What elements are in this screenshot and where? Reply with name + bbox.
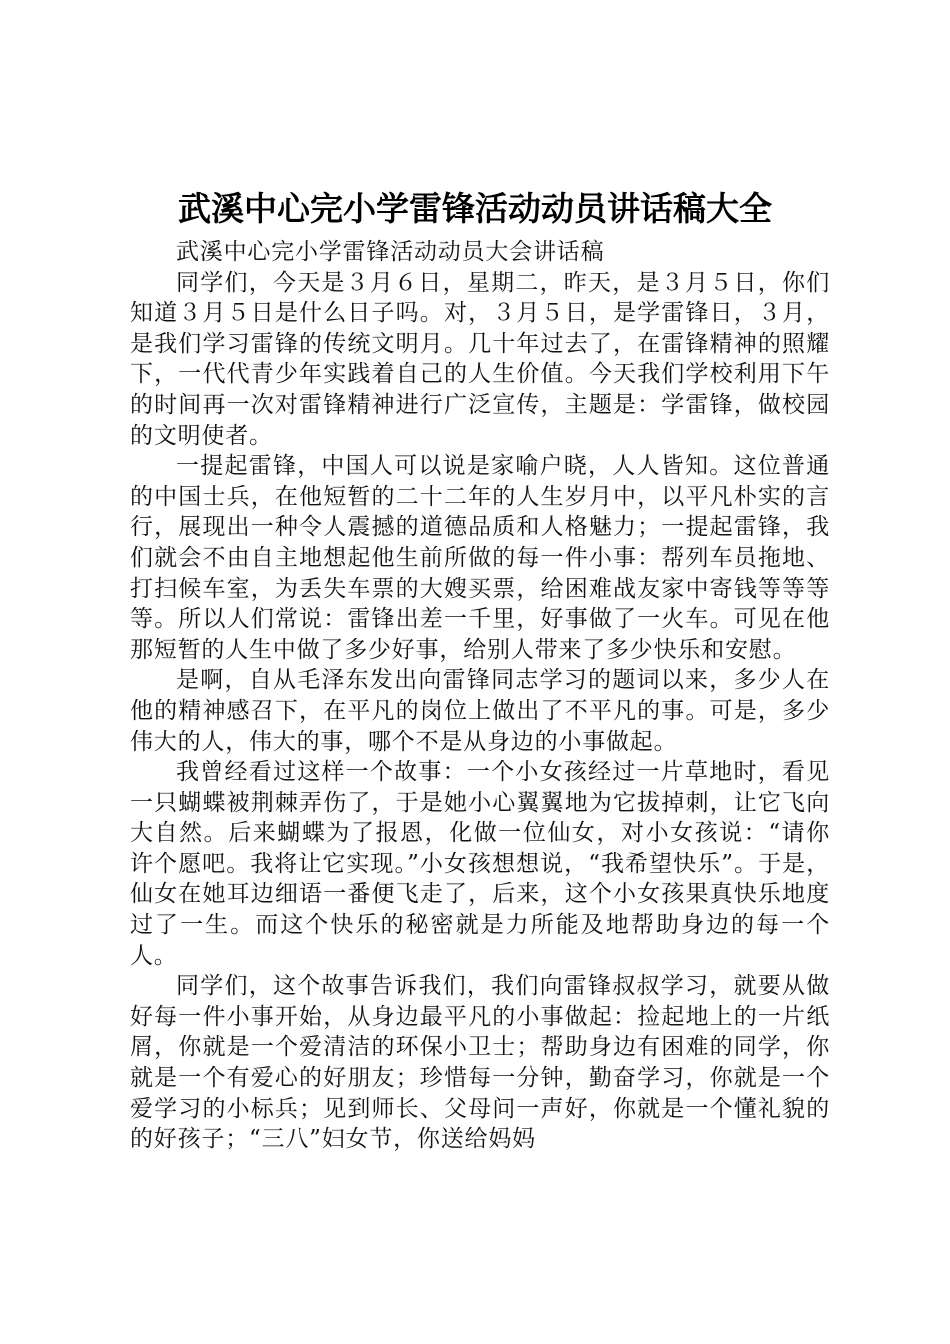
paragraph: 是啊，自从毛泽东发出向雷锋同志学习的题词以来，多少人在他的精神感召下，在平凡的岗位上做出了不平凡的事。可是，多少伟大的人，伟大的事，哪个不是从身边的小事做起。 bbox=[130, 667, 830, 755]
paragraph: 同学们，这个故事告诉我们，我们向雷锋叔叔学习，就要从做好每一件小事开始，从身边最平凡的小事做起：捡起地上的一片纸屑，你就是一个爱清洁的环保小卫士；帮助身边有困难的同学，你就是一个有爱心的好朋友；珍惜每一分钟，勤奋学习，你就是一个爱学习的小标兵；见到师长、父母问一声好，你就是一个懂礼貌的的好孩子；“三八”妇女节，你送给妈妈 bbox=[130, 973, 830, 1153]
paragraph: 一提起雷锋，中国人可以说是家喻户晓，人人皆知。这位普通的中国士兵，在他短暂的二十二年的人生岁月中，以平凡朴实的言行，展现出一种令人震撼的道德品质和人格魅力；一提起雷锋，我们就会不由自主地想起他生前所做的每一件小事：帮列车员拖地、打扫候车室，为丢失车票的大嫂买票，给困难战友家中寄钱等等等等。所以人们常说：雷锋出差一千里，好事做了一火车。可见在他那短暂的人生中做了多少好事，给别人带来了多少快乐和安慰。 bbox=[130, 453, 830, 663]
paragraph: 我曾经看过这样一个故事：一个小女孩经过一片草地时，看见一只蝴蝶被荆棘弄伤了，于是她小心翼翼地为它拔掉刺，让它飞向大自然。后来蝴蝶为了报恩，化做一位仙女，对小女孩说：“请你许个愿吧。我将让它实现。”小女孩想想说，“我希望快乐”。于是，仙女在她耳边细语一番便飞走了，后来，这个小女孩果真快乐地度过了一生。而这个快乐的秘密就是力所能及地帮助身边的每一个人。 bbox=[130, 759, 830, 969]
document-title: 武溪中心完小学雷锋活动动员讲话稿大全 bbox=[178, 189, 772, 228]
document-body bbox=[130, 237, 830, 1155]
paragraph-subtitle: 武溪中心完小学雷锋活动动员大会讲话稿 bbox=[176, 239, 605, 265]
paragraph: 同学们，今天是３月６日，星期二，昨天，是３月５日，你们知道３月５日是什么日子吗。对，３月５日，是学雷锋日，３月，是我们学习雷锋的传统文明月。几十年过去了，在雷锋精神的照耀下，一代代青少年实践着自己的人生价值。今天我们学校利用下午的时间再一次对雷锋精神进行广泛宣传，主题是：学雷锋，做校园的文明使者。 bbox=[130, 269, 830, 449]
